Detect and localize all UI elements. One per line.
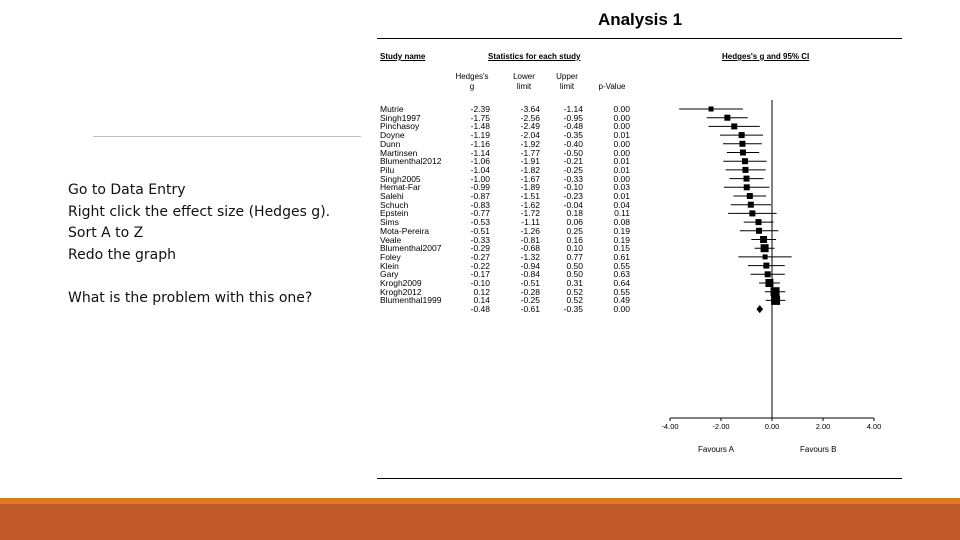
lower-limit-value: -3.64 xyxy=(520,104,540,114)
study-name: Veale xyxy=(380,234,402,245)
hedges-g-value: -0.99 xyxy=(470,182,490,193)
favours-b-label: Favours B xyxy=(800,445,837,454)
p-value: 0.00 xyxy=(613,138,630,149)
effect-marker xyxy=(760,236,767,243)
upper-limit-value: 0.10 xyxy=(566,243,583,254)
question-line: What is the problem with this one? xyxy=(68,290,313,306)
p-value: 0.55 xyxy=(613,286,630,297)
p-value: 0.49 xyxy=(613,295,630,306)
instruction-line: Sort A to Z xyxy=(68,225,144,241)
study-name: Krogh2012 xyxy=(380,286,422,297)
lower-limit-value: -1.26 xyxy=(520,225,540,236)
lower-limit-value: -2.56 xyxy=(520,112,540,123)
effect-marker xyxy=(744,176,750,182)
favours-a-label: Favours A xyxy=(698,445,735,454)
instruction-line: Go to Data Entry xyxy=(68,182,186,198)
summary-hedges-g: -0.48 xyxy=(470,304,490,315)
p-value: 0.04 xyxy=(613,199,630,210)
hedges-g-value: 0.14 xyxy=(473,295,490,306)
lower-limit-value: -0.51 xyxy=(520,278,540,288)
study-name: Pilu xyxy=(380,164,395,175)
lower-limit-value: -0.81 xyxy=(520,234,540,245)
study-name: Mota-Pereira xyxy=(380,225,430,236)
p-value: 0.03 xyxy=(613,182,630,193)
summary-lower-limit: -0.61 xyxy=(520,304,540,315)
p-value: 0.08 xyxy=(613,217,630,228)
effect-marker xyxy=(756,228,762,234)
summary-diamond xyxy=(756,305,763,313)
p-value: 0.61 xyxy=(613,251,630,262)
p-value: 0.01 xyxy=(613,130,630,141)
upper-limit-value: -0.23 xyxy=(563,191,583,201)
study-name: Martinsen xyxy=(380,147,418,158)
hedges-g-value: -2.39 xyxy=(470,104,490,114)
p-value: 0.01 xyxy=(613,156,630,167)
upper-limit-value: -0.21 xyxy=(563,156,583,167)
p-value: 0.00 xyxy=(613,121,630,132)
lower-limit-value: -1.32 xyxy=(520,251,540,262)
study-name: Sims xyxy=(380,217,399,228)
hedges-g-value: -1.16 xyxy=(470,138,490,149)
lower-limit-value: -0.25 xyxy=(520,295,540,306)
effect-marker xyxy=(763,263,769,269)
upper-limit-value: 0.06 xyxy=(566,217,583,228)
p-value: 0.01 xyxy=(613,164,630,175)
effect-marker xyxy=(709,107,714,112)
header-upper-limit: Upper limit xyxy=(556,72,578,91)
hedges-g-value: -1.14 xyxy=(470,147,490,158)
lower-limit-value: -1.67 xyxy=(520,173,540,184)
lower-limit-value: -1.91 xyxy=(520,156,540,167)
study-name: Krogh2009 xyxy=(380,278,422,288)
hedges-g-value: -1.06 xyxy=(470,156,490,167)
lower-limit-value: -2.04 xyxy=(520,130,540,141)
figure-title: Analysis 1 xyxy=(597,10,683,29)
p-value: 0.00 xyxy=(613,173,630,184)
upper-limit-value: -0.33 xyxy=(563,173,583,184)
lower-limit-value: -0.28 xyxy=(520,286,540,297)
upper-limit-value: -0.40 xyxy=(563,138,583,149)
instruction-line: Right click the effect size (Hedges g). xyxy=(68,203,331,220)
study-name: Foley xyxy=(380,251,401,262)
study-name: Blumenthal2007 xyxy=(380,243,442,254)
upper-limit-value: -1.14 xyxy=(563,104,583,114)
x-tick-label: 0.00 xyxy=(764,422,780,431)
effect-marker xyxy=(742,158,748,164)
effect-marker xyxy=(748,202,754,208)
x-tick-label: -2.00 xyxy=(712,422,730,431)
study-name: Hemat-Far xyxy=(380,182,421,193)
study-name: Mutrie xyxy=(380,104,404,114)
upper-limit-value: 0.52 xyxy=(566,295,583,306)
lower-limit-value: -2.49 xyxy=(520,121,540,132)
lower-limit-value: -1.62 xyxy=(520,199,540,210)
lower-limit-value: -1.89 xyxy=(520,182,540,193)
study-name: Doyne xyxy=(380,130,405,141)
hedges-g-value: -0.83 xyxy=(470,199,490,210)
study-name: Salehi xyxy=(380,191,404,201)
upper-limit-value: -0.35 xyxy=(563,130,583,141)
hedges-g-value: -0.87 xyxy=(470,191,490,201)
hedges-g-value: -0.22 xyxy=(470,260,490,271)
upper-limit-value: 0.25 xyxy=(566,225,583,236)
lower-limit-value: -0.94 xyxy=(520,260,540,271)
p-value: 0.15 xyxy=(613,243,630,254)
upper-limit-value: -0.95 xyxy=(563,112,583,123)
effect-marker xyxy=(744,184,750,190)
lower-limit-value: -1.72 xyxy=(520,208,540,219)
hedges-g-value: -1.75 xyxy=(470,112,490,123)
study-name: Singh2005 xyxy=(380,173,421,184)
x-tick-label: -4.00 xyxy=(661,422,679,431)
x-tick-label: 2.00 xyxy=(815,422,831,431)
hedges-g-value: -1.00 xyxy=(470,173,490,184)
lower-limit-value: -1.11 xyxy=(521,217,540,228)
upper-limit-value: -0.48 xyxy=(563,121,583,132)
p-value: 0.00 xyxy=(613,112,630,123)
upper-limit-value: 0.31 xyxy=(566,278,583,288)
study-name: Gary xyxy=(380,269,399,280)
study-name: Blumenthal1999 xyxy=(380,295,442,306)
upper-limit-value: -0.25 xyxy=(563,164,583,175)
summary-upper-limit: -0.35 xyxy=(563,304,583,315)
x-tick-label: 4.00 xyxy=(866,422,882,431)
study-name: Klein xyxy=(380,260,399,271)
effect-marker xyxy=(755,219,761,225)
effect-marker xyxy=(739,141,745,147)
p-value: 0.01 xyxy=(613,191,630,201)
p-value: 0.64 xyxy=(613,278,630,288)
effect-marker xyxy=(724,115,730,121)
hedges-g-value: -1.04 xyxy=(470,164,490,175)
upper-limit-value: 0.16 xyxy=(566,234,583,245)
header-hedges-g: Hedges's g xyxy=(455,72,489,91)
study-name: Pinchasoy xyxy=(380,121,420,132)
upper-limit-value: 0.50 xyxy=(566,260,583,271)
lower-limit-value: -1.51 xyxy=(520,191,540,201)
header-lower-limit: Lower limit xyxy=(513,72,535,91)
hedges-g-value: -0.10 xyxy=(470,278,490,288)
effect-marker xyxy=(731,123,737,129)
effect-marker xyxy=(749,210,755,216)
effect-marker xyxy=(740,150,746,156)
hedges-g-value: -0.17 xyxy=(470,269,490,280)
header-statistics: Statistics for each study xyxy=(488,52,581,61)
upper-limit-value: 0.18 xyxy=(566,208,583,219)
lower-limit-value: -0.68 xyxy=(520,243,540,254)
p-value: 0.19 xyxy=(613,234,630,245)
header-p-value: p-Value xyxy=(598,82,626,91)
upper-limit-value: 0.77 xyxy=(566,251,583,262)
lower-limit-value: -1.77 xyxy=(520,147,540,158)
lower-limit-value: -1.92 xyxy=(520,138,540,149)
summary-p-value: 0.00 xyxy=(613,304,630,315)
effect-marker xyxy=(742,167,748,173)
instruction-line: Redo the graph xyxy=(68,246,177,263)
hedges-g-value: -0.77 xyxy=(470,208,490,219)
effect-marker xyxy=(739,132,745,138)
study-name: Blumenthal2012 xyxy=(380,156,442,167)
study-name: Singh1997 xyxy=(380,112,421,123)
study-name: Epstein xyxy=(380,208,409,219)
upper-limit-value: 0.50 xyxy=(566,269,583,280)
effect-marker xyxy=(765,271,771,277)
lower-limit-value: -1.82 xyxy=(520,164,540,175)
lower-limit-value: -0.84 xyxy=(520,269,540,280)
hedges-g-value: -0.29 xyxy=(470,243,490,254)
upper-limit-value: -0.50 xyxy=(563,147,583,158)
p-value: 0.00 xyxy=(613,147,630,158)
header-plot: Hedges's g and 95% CI xyxy=(722,52,810,61)
upper-limit-value: -0.10 xyxy=(563,182,583,193)
p-value: 0.19 xyxy=(613,225,630,236)
p-value: 0.55 xyxy=(613,260,630,271)
hedges-g-value: -1.19 xyxy=(470,130,490,141)
effect-marker xyxy=(763,254,768,259)
study-name: Dunn xyxy=(380,138,401,149)
study-name: Schuch xyxy=(380,199,409,210)
effect-marker xyxy=(747,193,753,199)
hedges-g-value: 0.12 xyxy=(473,286,490,297)
hedges-g-value: -0.27 xyxy=(470,251,490,262)
hedges-g-value: -0.33 xyxy=(470,234,490,245)
upper-limit-value: 0.52 xyxy=(566,286,583,297)
p-value: 0.63 xyxy=(613,269,630,280)
hedges-g-value: -0.51 xyxy=(470,225,490,236)
hedges-g-value: -0.53 xyxy=(470,217,490,228)
hedges-g-value: -1.48 xyxy=(470,121,490,132)
p-value: 0.11 xyxy=(614,208,630,219)
header-study-name: Study name xyxy=(380,52,426,61)
effect-marker xyxy=(761,244,769,252)
upper-limit-value: -0.04 xyxy=(563,199,583,210)
p-value: 0.00 xyxy=(613,104,630,114)
